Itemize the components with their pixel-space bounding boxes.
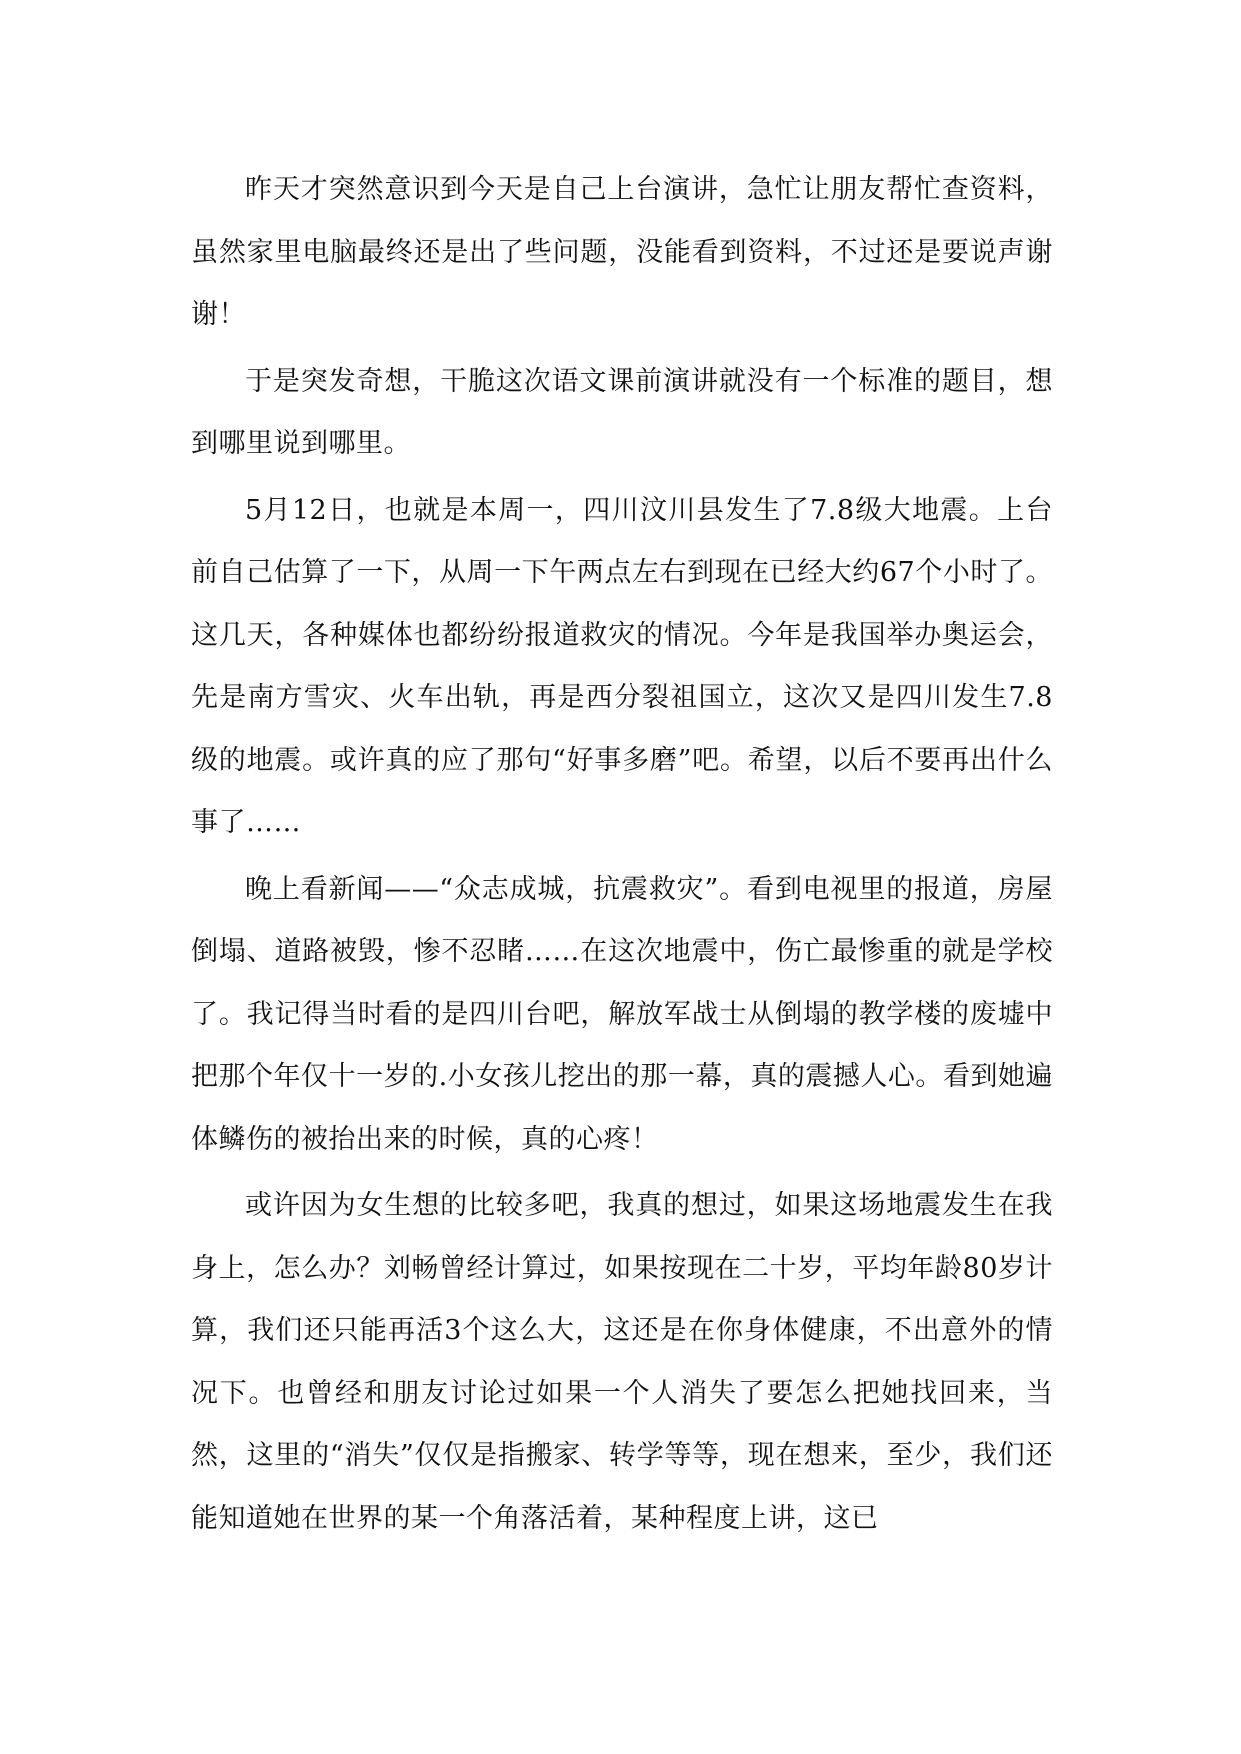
paragraph: 昨天才突然意识到今天是自己上台演讲，急忙让朋友帮忙查资料，虽然家里电脑最终还是出了些问题，没能看到资料，不过还是要说声谢谢！ <box>191 174 1053 330</box>
document-page <box>191 159 1053 1550</box>
paragraph: 晚上看新闻——“众志成城，抗震救灾”。看到电视里的报道，房屋倒塌、道路被毁，惨不忍睹……在这次地震中，伤亡最惨重的就是学校了。我记得当时看的是四川台吧，解放军战士从倒塌的教学楼的废墟中把那个年仅十一岁的.小女孩儿挖出的那一幕，真的震撼人心。看到她遍体鳞伤的被抬出来的时候，真的心疼！ <box>191 873 1053 1155</box>
paragraph: 于是突发奇想，干脆这次语文课前演讲就没有一个标准的题目，想到哪里说到哪里。 <box>191 365 1053 459</box>
paragraph: 或许因为女生想的比较多吧，我真的想过，如果这场地震发生在我身上，怎么办？刘畅曾经计算过，如果按现在二十岁，平均年龄80岁计算，我们还只能再活3个这么大，这还是在你身体健康，不出意外的情况下。也曾经和朋友讨论过如果一个人消失了要怎么把她找回来，当然，这里的“消失”仅仅是指搬家、转学等等，现在想来，至少，我们还能知道她在世界的某一个角落活着，某种程度上讲，这已 <box>191 1190 1053 1534</box>
paragraph: 5月12日，也就是本周一，四川汶川县发生了7.8级大地震。上台前自己估算了一下，从周一下午两点左右到现在已经大约67个小时了。这几天，各种媒体也都纷纷报道救灾的情况。今年是我国举办奥运会，先是南方雪灾、火车出轨，再是西分裂祖国立，这次又是四川发生7.8级的地震。或许真的应了那句“好事多磨”吧。希望，以后不要再出什么事了…… <box>191 494 1053 838</box>
